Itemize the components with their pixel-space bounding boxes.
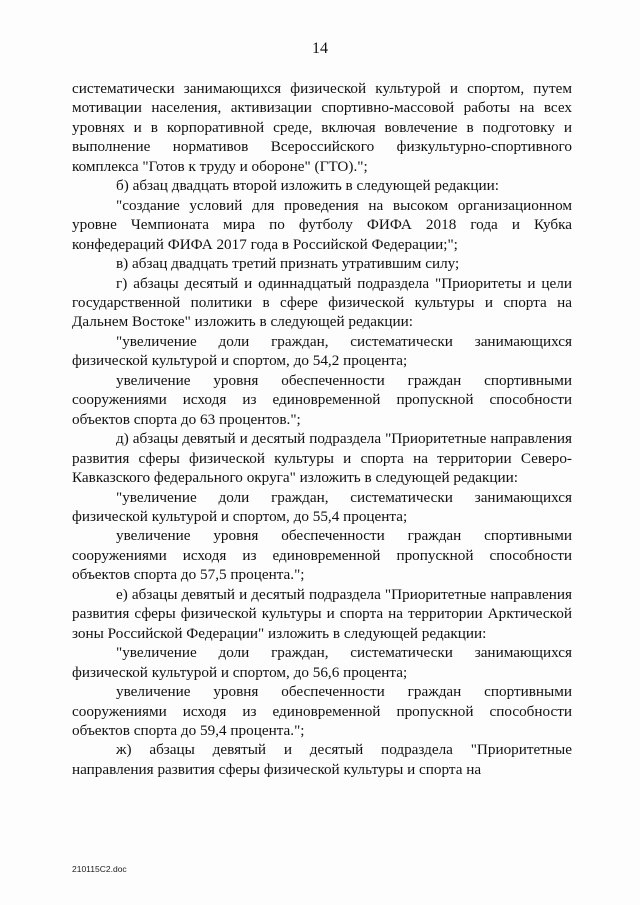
paragraph-amendment-e: е) абзацы девятый и десятый подраздела "Приоритетные направления развития сферы физической культуры и спорта на территории Арктической зоны Российской Федерации" изложить в следующей редакции: (72, 585, 572, 642)
paragraph-continuation: систематически занимающихся физической культурой и спортом, путем мотивации населения, активизации спортивно-массовой работы на всех уровнях и в корпоративной среде, включая вовлечение в подготовку и выполнение нормативов Всероссийского физкультурно-спортивного комплекса "Готов к труду и обороне" (ГТО)."; (72, 80, 572, 175)
paragraph-amendment-d: д) абзацы девятый и десятый подраздела "Приоритетные направления развития сферы физической культуры и спорта на территории Северо-Кавказского федерального округа" изложить в следующей редакции: (72, 430, 572, 487)
page-number: 14 (312, 40, 328, 57)
paragraph-amendment-zh: ж) абзацы девятый и десятый подраздела "Приоритетные направления развития сферы физической культуры и спорта на (72, 741, 572, 778)
paragraph-amendment-b: б) абзац двадцать второй изложить в следующей редакции: (116, 177, 499, 195)
paragraph-quote-facilities-57: увеличение уровня обеспеченности граждан спортивными сооружениями исходя из единовременной пропускной способности объектов спорта до 57,5 процента."; (72, 527, 572, 584)
paragraph-amendment-v: в) абзац двадцать третий признать утратившим силу; (116, 255, 460, 273)
paragraph-quote-facilities-59: увеличение уровня обеспеченности граждан спортивными сооружениями исходя из единовременной пропускной способности объектов спорта до 59,4 процента."; (72, 683, 572, 739)
footer-filename: 210115C2.doc (72, 864, 127, 874)
document-body (72, 79, 572, 779)
paragraph-quote-share-55: "увеличение доли граждан, систематически занимающихся физической культурой и спортом, до 55,4 процента; (72, 488, 572, 525)
paragraph-quote-facilities-63: увеличение уровня обеспеченности граждан спортивными сооружениями исходя из единовременной пропускной способности объектов спорта до 63 процентов."; (72, 371, 572, 428)
paragraph-quote-fifa: "создание условий для проведения на высоком организационном уровне Чемпионата мира по футболу ФИФА 2018 года и Кубка конфедераций ФИФА 2017 года в Российской Федерации;"; (72, 196, 572, 253)
paragraph-amendment-g: г) абзацы десятый и одиннадцатый подраздела "Приоритеты и цели государственной политики в сфере физической культуры и спорта на Дальнем Востоке" изложить в следующей редакции: (72, 274, 572, 331)
paragraph-quote-share-54: "увеличение доли граждан, систематически занимающихся физической культурой и спортом, до 54,2 процента; (72, 332, 572, 370)
paragraph-quote-share-56: "увеличение доли граждан, систематически занимающихся физической культурой и спортом, до 56,6 процента; (72, 644, 572, 681)
